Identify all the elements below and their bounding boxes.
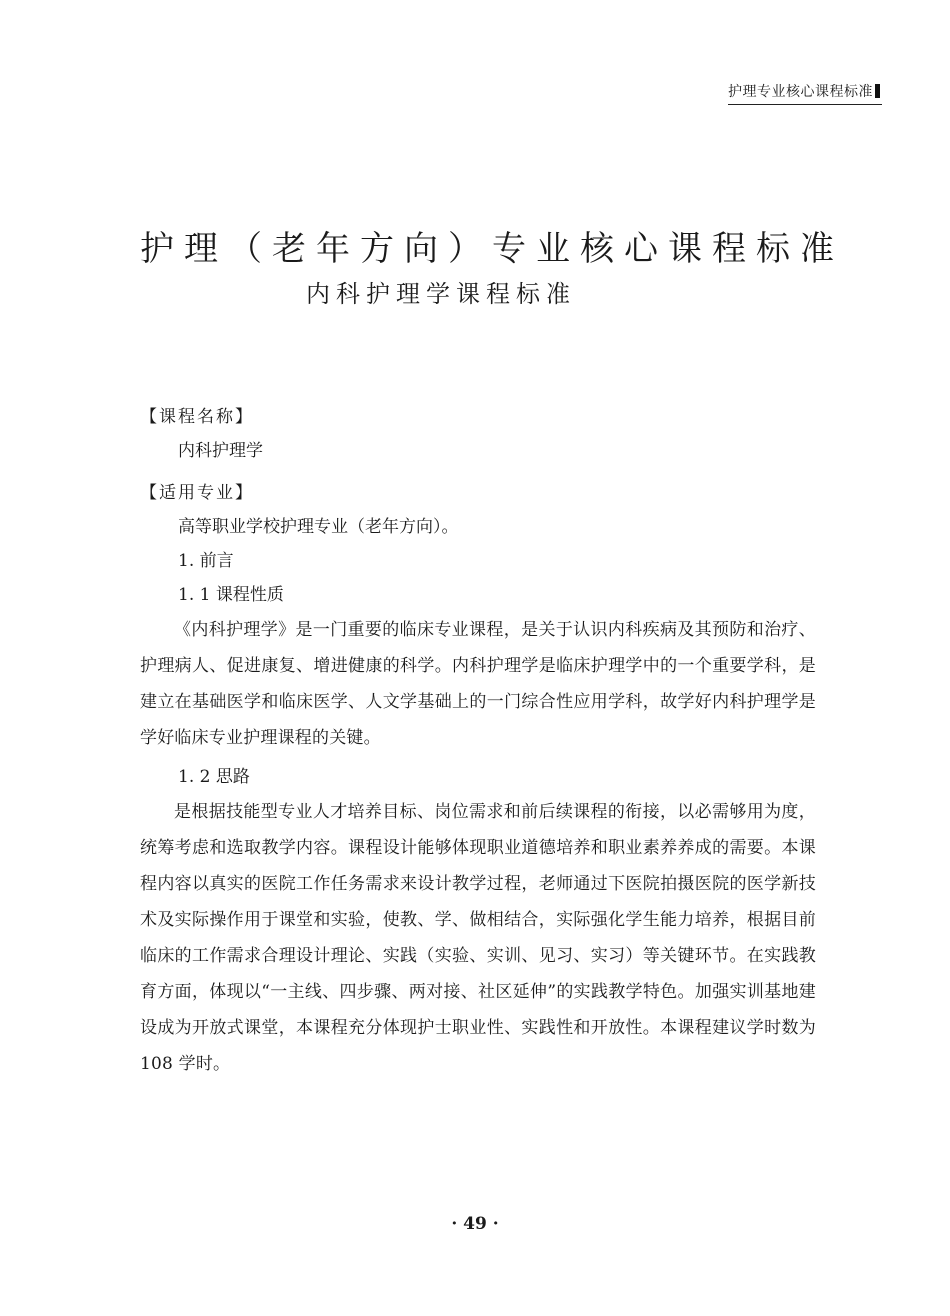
- section-1-1-heading: 1. 1 课程性质: [178, 585, 284, 605]
- section-1-1-paragraph: 《内科护理学》是一门重要的临床专业课程，是关于认识内科疾病及其预防和治疗、护理病人、促进康复、增进健康的科学。内科护理学是临床护理学中的一个重要学科，是建立在基础医学和临床医学、人文学基础上的一门综合性应用学科，故学好内科护理学是学好临床专业护理课程的关键。: [140, 620, 816, 748]
- major-heading: 【适用专业】: [140, 483, 254, 503]
- running-header-title: 护理专业核心课程标准: [728, 84, 873, 100]
- page-title: 护理（老年方向）专业核心课程标准: [140, 229, 844, 269]
- page-subtitle: 内科护理学课程标准: [306, 280, 576, 308]
- document-body: [140, 400, 816, 1082]
- header-marker: [875, 84, 880, 98]
- course-name-value: 内科护理学: [178, 441, 263, 461]
- course-name-heading: 【课程名称】: [140, 407, 254, 427]
- section-1-2-paragraph: 是根据技能型专业人才培养目标、岗位需求和前后续课程的衔接，以必需够用为度，统筹考虑和选取教学内容。课程设计能够体现职业道德培养和职业素养养成的需要。本课程内容以真实的医院工作任务需求来设计教学过程，老师通过下医院拍摄医院的医学新技术及实际操作用于课堂和实验，使教、学、做相结合，实际强化学生能力培养，根据目前临床的工作需求合理设计理论、实践（实验、实训、见习、实习）等关键环节。在实践教育方面，体现以“一主线、四步骤、两对接、社区延伸”的实践教学特色。加强实训基地建设成为开放式课堂，本课程充分体现护士职业性、实践性和开放性。本课程建议学时数为 108 学时。: [140, 802, 816, 1074]
- major-value: 高等职业学校护理专业（老年方向）。: [178, 517, 459, 537]
- section-1-2-heading: 1. 2 思路: [178, 767, 250, 787]
- running-header: [728, 82, 882, 105]
- page-number: · 49 ·: [451, 1214, 499, 1234]
- section-1-heading: 1. 前言: [178, 551, 234, 571]
